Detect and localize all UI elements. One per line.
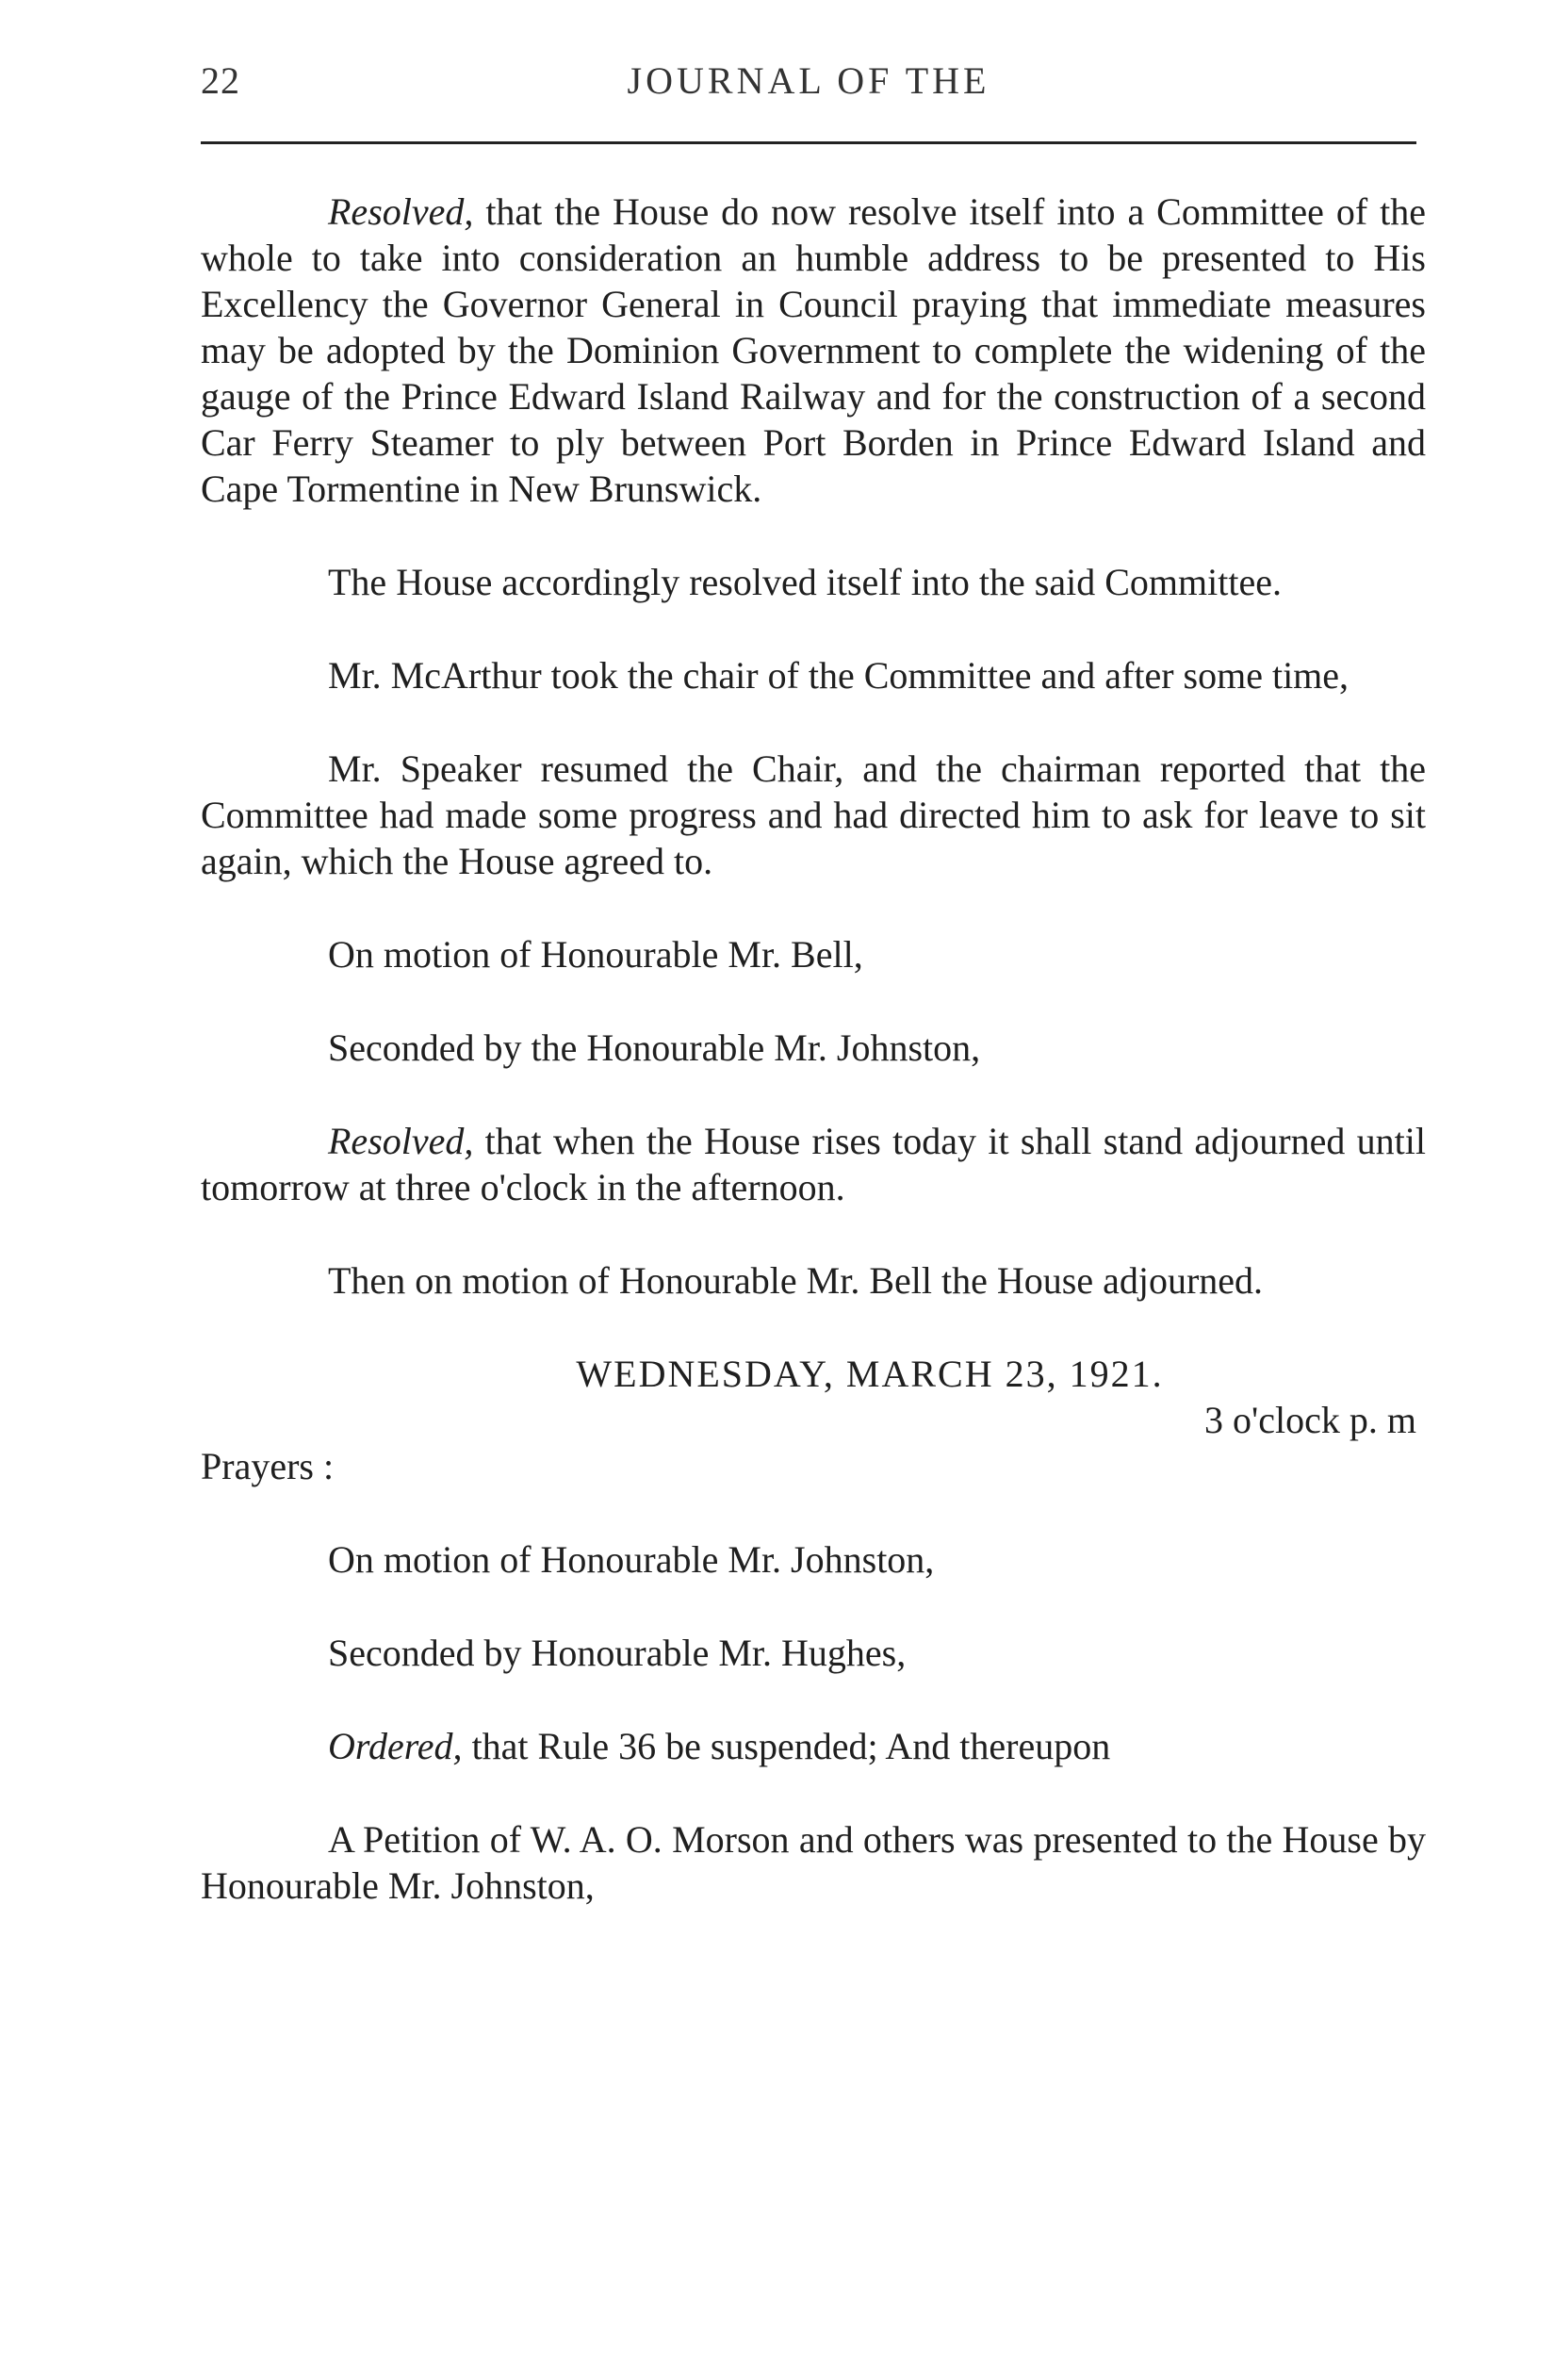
resolution-paragraph (201, 189, 1426, 512)
ordered-lead: Ordered, (328, 1725, 463, 1767)
session-dateline: WEDNESDAY, MARCH 23, 1921. (576, 1353, 1164, 1395)
committee-paragraph: The House accordingly resolved itself into the said Committee. (328, 561, 1282, 603)
ordered-text: that Rule 36 be suspended; And thereupon (462, 1725, 1111, 1767)
resolved-lead: Resolved, (328, 190, 474, 233)
ordered-paragraph (201, 1723, 1426, 1769)
resolved-lead-2: Resolved, (328, 1120, 474, 1162)
page-header (201, 58, 1416, 111)
running-title: JOURNAL OF THE (627, 59, 990, 102)
report-paragraph: Mr. Speaker resumed the Chair, and the chairman reported that the Committee had made some progress and had directed him to ask for leave to sit again, which the House agreed to. (201, 747, 1426, 882)
petition-paragraph: A Petition of W. A. O. Morson and others was presented to the House by Honourable Mr. Johnston, (201, 1818, 1426, 1907)
journal-body (201, 189, 1426, 1956)
adjourned-paragraph: Then on motion of Honourable Mr. Bell the House adjourned. (328, 1259, 1264, 1302)
resolution-text: that the House do now resolve itself into a Committee of the whole to take into consideration an humble address to be presented to His Excellency the Governor General in Council praying that immediate measures may be adopted by the Dominion Government to complete the widening of the gauge of the Prince Edward Island Railway and for the construction of a second Car Ferry Steamer to ply between Port Borden in Prince Edward Island and Cape Tormentine in New Brunswick. (201, 190, 1426, 510)
prayers-label: Prayers : (201, 1445, 335, 1487)
motion-paragraph-2: On motion of Honourable Mr. Johnston, (328, 1538, 935, 1581)
seconded-paragraph-2: Seconded by Honourable Mr. Hughes, (328, 1632, 907, 1674)
adjournment-resolution-text: that when the House rises today it shall stand adjourned until tomorrow at three o'clock in the afternoon. (201, 1120, 1426, 1208)
session-time: 3 o'clock p. m (1204, 1399, 1416, 1441)
chair-paragraph: Mr. McArthur took the chair of the Committee and after some time, (328, 654, 1350, 697)
adjournment-resolution-paragraph (201, 1118, 1426, 1210)
seconded-paragraph: Seconded by the Honourable Mr. Johnston, (328, 1026, 981, 1069)
header-rule (201, 141, 1416, 144)
motion-paragraph: On motion of Honourable Mr. Bell, (328, 933, 863, 976)
page-number: 22 (201, 59, 240, 102)
